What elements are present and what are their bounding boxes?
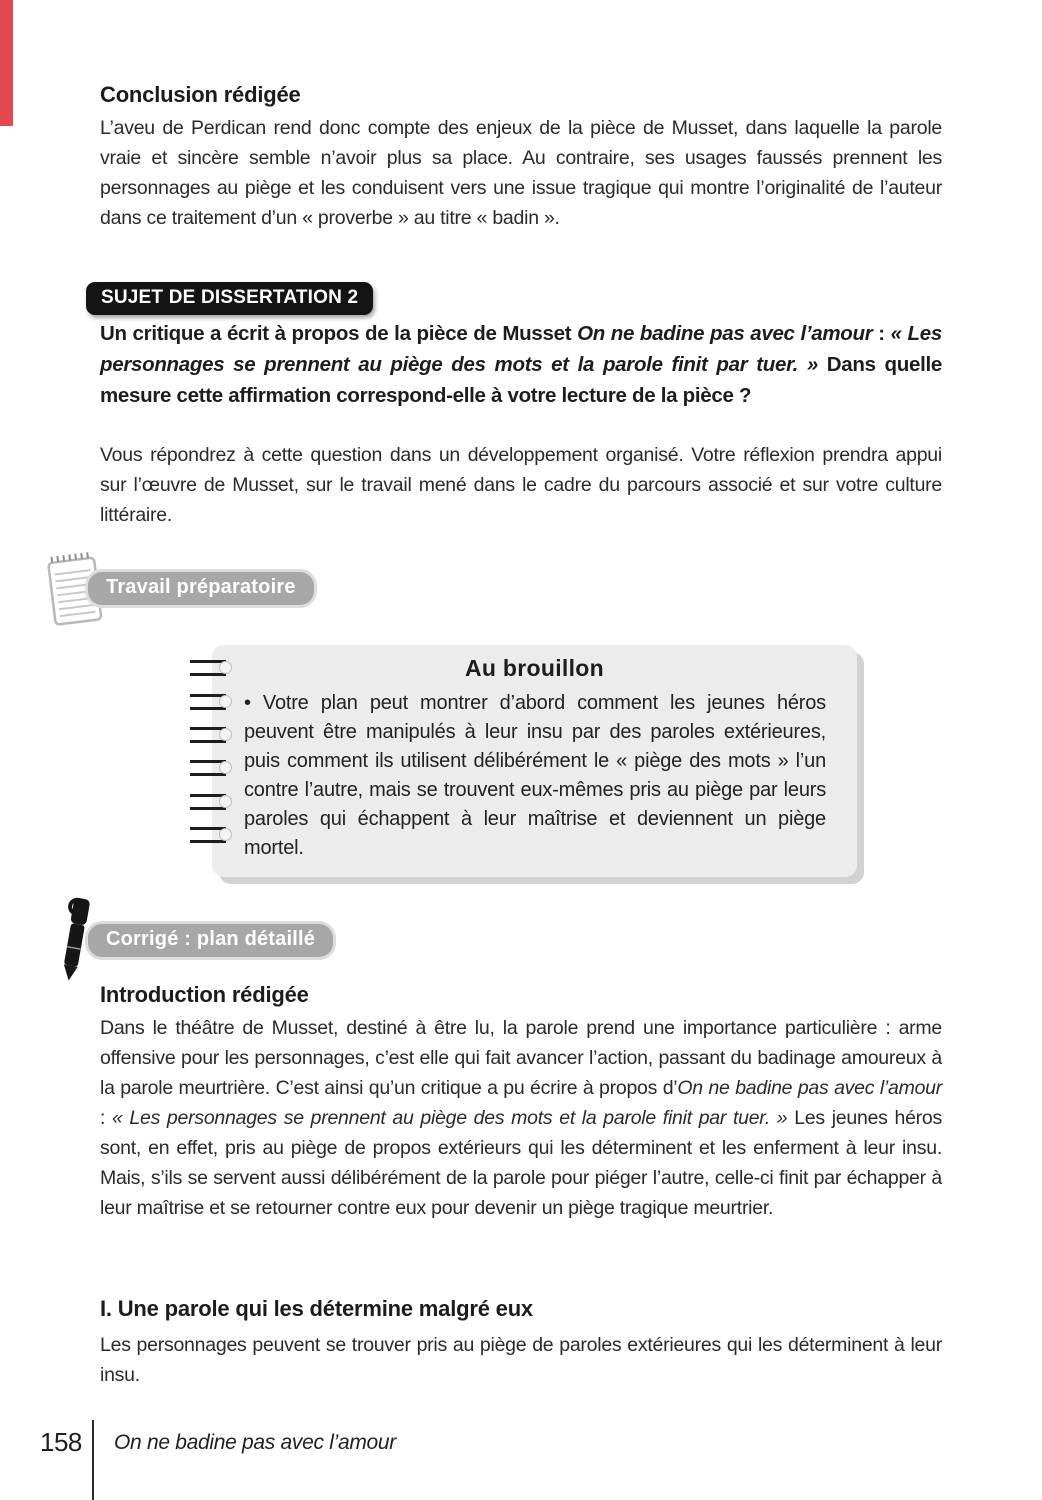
sujet-question: Un critique a écrit à propos de la pièce de Musset On ne badine pas avec l’amour : « Les personnages se prennent au piège des mots et la parole finit par tuer. » Dans quelle mesure cette affirmation correspond-elle à votre lecture de la pièce ? [100, 322, 942, 407]
page-edge-tab [0, 0, 13, 126]
spiral-ring-icon [190, 794, 226, 810]
page-number: 158 [40, 1427, 82, 1457]
spiral-ring-icon [190, 660, 226, 676]
introduction-heading: Introduction rédigée [100, 982, 309, 1007]
part1-paragraph: Les personnages peuvent se trouver pris au piège de paroles extérieures qui les déterminent à leur insu. [100, 1334, 942, 1386]
brouillon-body: • Votre plan peut montrer d’abord comment les jeunes héros peuvent être manipulés à leur insu par des paroles extérieures, puis comment ils utilisent délibérément le « piège des mots » l’un contre l’autre, mais se trouvent eux-mêmes pris au piège par leurs paroles qui échappent à leur maîtrise et deviennent un piège mortel. [244, 692, 826, 859]
sujet-instruction: Vous répondrez à cette question dans un développement organisé. Votre réflexion prendra appui sur l’œuvre de Musset, sur le travail mené dans le cadre du parcours associé et sur votre culture littéraire. [100, 444, 942, 526]
corrige-label-wrap [88, 924, 333, 957]
conclusion-paragraph: L’aveu de Perdican rend donc compte des enjeux de la pièce de Musset, dans laquelle la parole vraie et sincère semble n’avoir plus sa place. Au contraire, ses usages faussés prennent les personnages au piège et les conduisent vers une issue tragique qui montre l’originalité de l’auteur dans ce traitement d’un « proverbe » au titre « badin ». [100, 117, 942, 229]
sujet-banner: SUJET DE DISSERTATION 2 [86, 282, 373, 315]
spiral-ring-icon [190, 694, 226, 710]
sujet-banner-wrap [86, 282, 373, 315]
travail-preparatoire-label: Travail préparatoire [88, 572, 314, 605]
introduction-paragraph: Dans le théâtre de Musset, destiné à être lu, la parole prend une importance particulière : arme offensive pour les personnages, c’est elle qui fait avancer l’action, passant du badinage amoureux à la parole meurtrière. C’est ainsi qu’un critique a pu écrire à propos d’On ne badine pas avec l’amour : « Les personnages se prennent au piège des mots et la parole finit par tuer. » Les jeunes héros sont, en effet, pris au piège de propos extérieurs qui les déterminent et les enferment à leur insu. Mais, s’ils se servent aussi délibérément de la parole pour piéger l’autre, celle-ci finit par échapper à leur maîtrise et se retourner contre eux pour devenir un piège tragique meurtrier. [100, 1017, 942, 1219]
part1-heading: I. Une parole qui les détermine malgré eux [100, 1296, 533, 1321]
travail-preparatoire-label-wrap [88, 572, 314, 605]
corrige-label: Corrigé : plan détaillé [88, 924, 333, 957]
brouillon-box [212, 645, 857, 877]
spiral-ring-icon [190, 727, 226, 743]
footer-book-title: On ne badine pas avec l’amour [114, 1431, 396, 1454]
spiral-ring-icon [190, 760, 226, 776]
conclusion-heading: Conclusion rédigée [100, 82, 301, 107]
spiral-ring-icon [190, 827, 226, 843]
footer-divider [92, 1420, 94, 1500]
brouillon-title: Au brouillon [464, 655, 605, 681]
